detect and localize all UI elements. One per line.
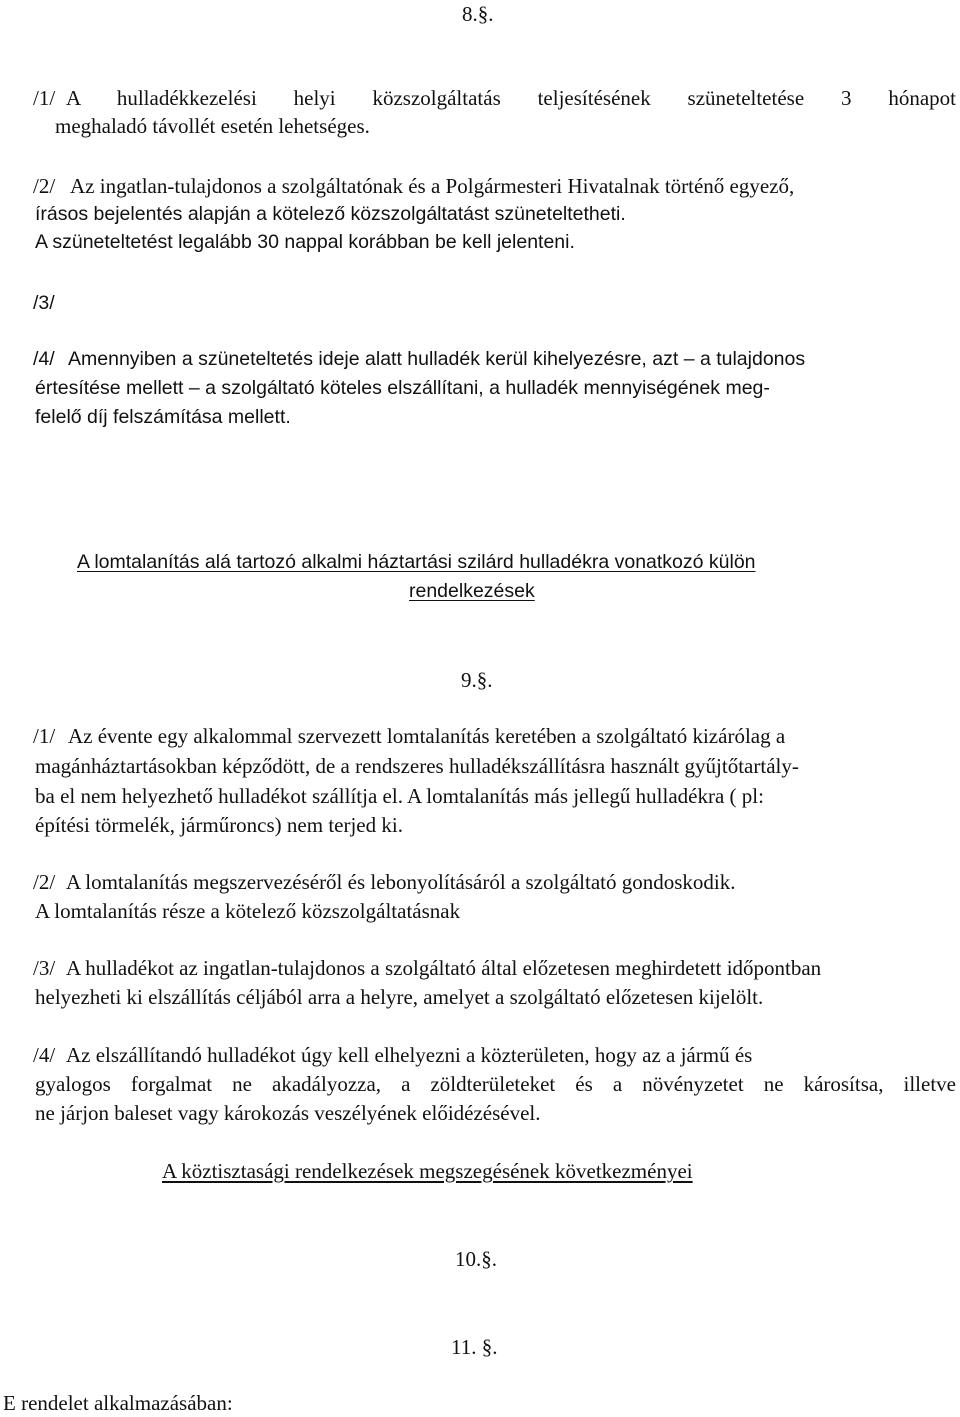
s8-p2-label: /2/ — [33, 174, 56, 198]
s8-p4-line2: értesítése mellett – a szolgáltató köteles elszállítani, a hulladék mennyiségének meg- — [35, 377, 770, 399]
s9-p4-line3: ne járjon baleset vagy károkozás veszélyének előidézésével. — [35, 1101, 541, 1125]
heading-koztisztasag: A köztisztasági rendelkezések megszegésének következményei — [162, 1159, 693, 1183]
s8-p1-line1: A hulladékkezelési helyi közszolgáltatás teljesítésének szüneteltetése 3 hónapot — [66, 86, 956, 110]
s9-p4-line1: Az elszállítandó hulladékot úgy kell elhelyezni a közterületen, hogy az a jármű és — [66, 1043, 753, 1067]
section-9-number: 9.§. — [461, 668, 493, 692]
s9-p1-label: /1/ — [33, 724, 56, 748]
footer-line: E rendelet alkalmazásában: — [3, 1391, 233, 1415]
s9-p1-line1: Az évente egy alkalommal szervezett lomtalanítás keretében a szolgáltató kizárólag a — [68, 724, 786, 748]
s9-p2-line1: A lomtalanítás megszervezéséről és lebonyolításáról a szolgáltató gondoskodik. — [66, 870, 736, 894]
s9-p3-line2: helyezheti ki elszállítás céljából arra a helyre, amelyet a szolgáltató előzetesen kijelölt. — [35, 985, 764, 1009]
s8-p2-line3: A szüneteltetést legalább 30 nappal korábban be kell jelenteni. — [35, 231, 575, 253]
s8-p2-line1: Az ingatlan-tulajdonos a szolgáltatónak és a Polgármesteri Hivatalnak történő egyező, — [70, 174, 795, 198]
s9-p4-line2: gyalogos forgalmat ne akadályozza, a zöldterületeket és a növényzetet ne károsítsa, illetve — [35, 1072, 956, 1096]
s9-p2-label: /2/ — [33, 870, 56, 894]
s9-p1-line4: építési törmelék, járműroncs) nem terjed ki. — [35, 813, 403, 837]
section-10-number: 10.§. — [455, 1247, 497, 1271]
s8-p3-label: /3/ — [33, 292, 55, 314]
section-8-number: 8.§. — [462, 2, 494, 26]
heading-lomtalanitas-line1: A lomtalanítás alá tartozó alkalmi háztartási szilárd hulladékra vonatkozó külön — [77, 551, 756, 573]
s9-p3-line1: A hulladékot az ingatlan-tulajdonos a szolgáltató által előzetesen meghirdetett időpontban — [66, 956, 822, 980]
s8-p1-line2: meghaladó távollét esetén lehetséges. — [55, 114, 370, 138]
s9-p2-line2: A lomtalanítás része a kötelező közszolgáltatásnak — [35, 899, 461, 923]
heading-lomtalanitas-line2: rendelkezések — [409, 580, 535, 602]
s8-p4-line3: felelő díj felszámítása mellett. — [35, 406, 291, 428]
section-11-number: 11. §. — [451, 1335, 498, 1359]
s8-p1-label: /1/ — [33, 86, 56, 110]
s8-p4-label: /4/ — [33, 348, 55, 370]
s9-p3-label: /3/ — [33, 956, 56, 980]
s8-p4-line1: Amennyiben a szüneteltetés ideje alatt hulladék kerül kihelyezésre, azt – a tulajdonos — [68, 348, 806, 370]
s9-p4-label: /4/ — [33, 1043, 56, 1067]
s9-p1-line3: ba el nem helyezhető hulladékot szállítja el. A lomtalanítás más jellegű hulladékra ( pl: — [35, 784, 764, 808]
s8-p2-line2: írásos bejelentés alapján a kötelező közszolgáltatást szüneteltetheti. — [35, 203, 626, 225]
s9-p1-line2: magánháztartásokban képződött, de a rendszeres hulladékszállításra használt gyűjtőtartály- — [35, 754, 799, 778]
